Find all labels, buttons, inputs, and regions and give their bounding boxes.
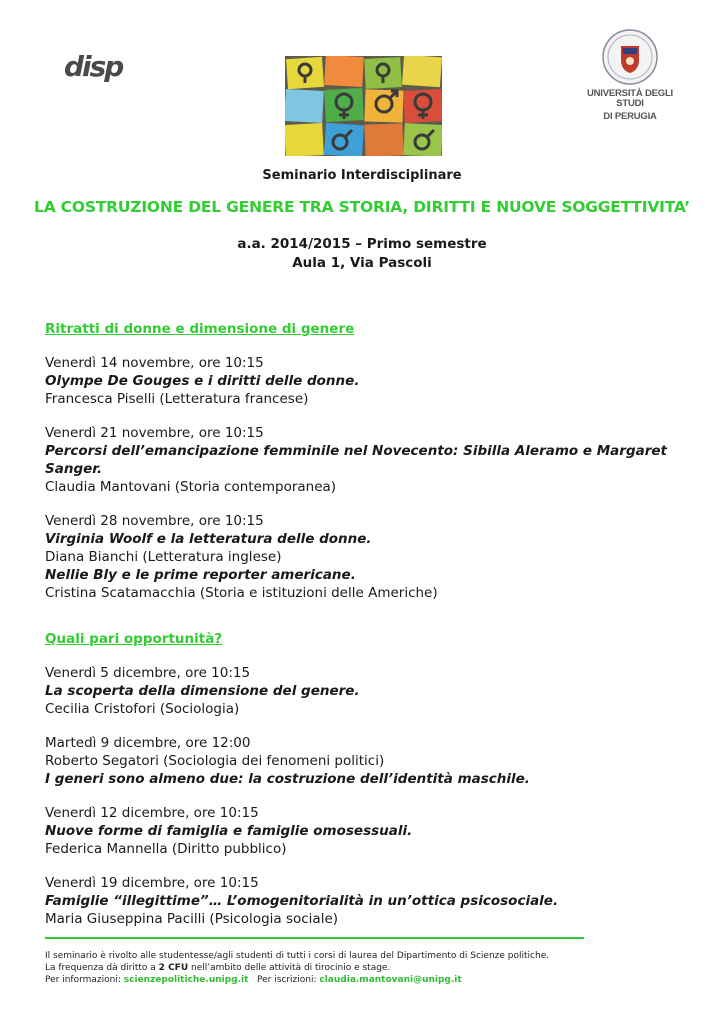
event-speaker: Cristina Scatamacchia (Storia e istituzioni delle Americhe)	[45, 585, 438, 601]
event-speaker: Federica Mannella (Diritto pubblico)	[45, 841, 287, 857]
footer-cfu: 2 CFU	[158, 963, 189, 973]
section-gap	[45, 618, 685, 630]
event-date: Venerdì 19 dicembre, ore 10:15	[45, 875, 259, 891]
event-speaker: Roberto Segatori (Sociologia dei fenomeni politici)	[45, 753, 385, 769]
event-title: Nuove forme di famiglia e famiglie omosessuali.	[45, 823, 413, 839]
event-speaker: Cecilia Cristofori (Sociologia)	[45, 701, 240, 717]
main-title: LA COSTRUZIONE DEL GENERE TRA STORIA, DIRITTI E NUOVE SOGGETTIVITA’	[34, 198, 690, 216]
event-date: Venerdì 12 dicembre, ore 10:15	[45, 805, 259, 821]
event-title: La scoperta della dimensione del genere.	[45, 683, 360, 699]
section-heading: Ritratti di donne e dimensione di genere	[45, 321, 355, 337]
event-title: I generi sono almeno due: la costruzione dell’identità maschile.	[45, 771, 530, 787]
event-speaker: Diana Bianchi (Letteratura inglese)	[45, 549, 282, 565]
academic-year: a.a. 2014/2015 – Primo semestre	[237, 236, 487, 252]
section-heading: Quali pari opportunità?	[45, 631, 223, 647]
footer-divider	[45, 937, 584, 939]
event-date: Venerdì 5 dicembre, ore 10:15	[45, 665, 251, 681]
footer	[45, 950, 685, 986]
footer-line2-suffix: nell’ambito delle attività di tirocinio e stage.	[188, 963, 391, 973]
footer-line3	[45, 974, 685, 986]
event	[45, 512, 685, 602]
location: Aula 1, Via Pascoli	[292, 255, 432, 271]
university-name-line1: UNIVERSITÀ DEGLI STUDI	[586, 88, 673, 109]
event	[45, 664, 685, 718]
seminar-label: Seminario Interdisciplinare	[262, 168, 462, 183]
disp-logo: disp	[64, 50, 123, 83]
program-content	[45, 320, 685, 944]
event-speaker: Francesca Piselli (Letteratura francese)	[45, 391, 309, 407]
event-title: Virginia Woolf e la letteratura delle donne.	[45, 531, 372, 547]
event	[45, 734, 685, 788]
event	[45, 424, 685, 496]
signup-label: Per iscrizioni:	[248, 975, 320, 985]
event-date: Martedì 9 dicembre, ore 12:00	[45, 735, 251, 751]
gender-symbols-icon	[285, 56, 442, 156]
university-logo	[580, 28, 680, 122]
footer-line2	[45, 962, 685, 974]
university-seal-icon	[601, 28, 659, 86]
event-title: Famiglie “illegittime”… L’omogenitorialità in un’ottica psicosociale.	[45, 893, 559, 909]
event-title: Olympe De Gouges e i diritti delle donne.	[45, 373, 360, 389]
event	[45, 804, 685, 858]
gender-symbols-image	[285, 56, 442, 156]
event-speaker: Maria Giuseppina Pacilli (Psicologia sociale)	[45, 911, 339, 927]
event-speaker: Claudia Mantovani (Storia contemporanea)	[45, 479, 337, 495]
event-title: Percorsi dell’emancipazione femminile nel Novecento: Sibilla Aleramo e Margaret Sanger.	[45, 443, 667, 477]
info-label: Per informazioni:	[45, 975, 124, 985]
event	[45, 354, 685, 408]
university-name-line2: DI PERUGIA	[603, 111, 657, 122]
footer-line1: Il seminario è rivolto alle studentesse/agli studenti di tutti i corsi di laurea del Dipartimento di Scienze politiche.	[45, 951, 550, 961]
event-title: Nellie Bly e le prime reporter americane.	[45, 567, 356, 583]
event	[45, 874, 685, 928]
event-date: Venerdì 28 novembre, ore 10:15	[45, 513, 264, 529]
signup-link[interactable]: claudia.mantovani@unipg.it	[319, 975, 462, 985]
footer-line2-prefix: La frequenza dà diritto a	[45, 963, 159, 973]
event-date: Venerdì 21 novembre, ore 10:15	[45, 425, 264, 441]
event-date: Venerdì 14 novembre, ore 10:15	[45, 355, 264, 371]
info-link[interactable]: scienzepolitiche.unipg.it	[123, 975, 249, 985]
